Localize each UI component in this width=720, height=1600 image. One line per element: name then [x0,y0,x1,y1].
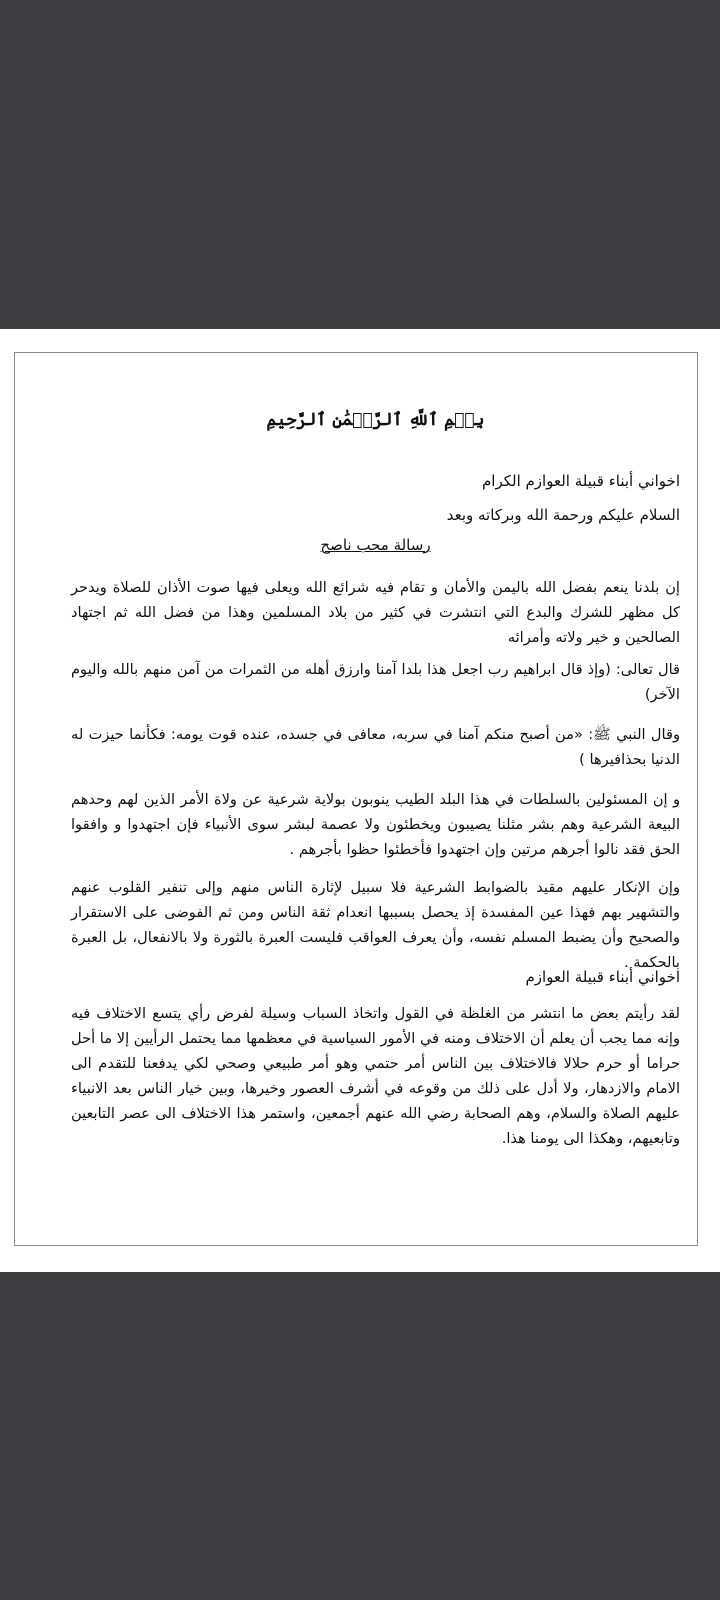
greeting-line-1: اخواني أبناء قبيلة العوازم الكرام [481,472,680,490]
paragraph-5: وإن الإنكار عليهم مقيد بالضوابط الشرعية فلا سبيل لإثارة الناس منهم وإلى تنفير القلوب عنهم والتشهير بهم فهذا عين المفسدة إذ يحصل بسببها انعدام ثقة الناس ومن ثم الفوضى على الاستقرار والصحيح وأن يضبط المسلم نفسه، وأن يعرف العواقب فليست العبرة بالثورة ولا بالانفعال، بل العبرة بالحكمة . [71,879,680,971]
bottom-dark-band [0,1272,720,1600]
paragraph-1: إن بلدنا ينعم بفضل الله باليمن والأمان و تقام فيه شرائع الله ويعلى فيها صوت الأذان للصلاة ويدحر كل مظهر للشرك والبدع التي انتشرت في كثير من بلاد المسلمين وهذا من فضل الله ثم اجتهاد الصالحين و خير ولاته وأمرائه [71,579,680,646]
greeting-line-2: السلام عليكم ورحمة الله وبركاته وبعد [446,506,680,524]
top-dark-band [0,0,720,329]
basmala-heading: بِسۡمِ ٱللَّهِ ٱلرَّحۡمَٰنِ ٱلرَّحِيمِ [266,410,485,430]
paragraph-6: لقد رأيتم بعض ما انتشر من الغلظة في القول واتخاذ السباب وسيلة لفرض رأي يتسع الاختلاف فيه وإنه مما يجب أن يعلم أن الاختلاف ومنه في الأمور السياسية في معظمها مما يحتمل الرأيين إلا ما أحل حراما أو حرم حلالا فالاختلاف بين الناس أمر حتمي وهو أمر طبيعي وصحي لكي يدفعنا للتقدم الى الامام والازدهار، ولا أدل على ذلك من وقوعه في أشرف العصور وخيرها، وبين خيار الناس بعد الانبياء عليهم الصلاة والسلام، وهم الصحابة رضي الله عنهم أجمعين، واستمر هذا الاختلاف الى عصر التابعين وتابعيهم، وهكذا الى يومنا هذا. [71,1005,680,1147]
document-page [14,352,698,1246]
paragraph-4: و إن المسئولين بالسلطات في هذا البلد الطيب ينوبون بولاية شرعية عن ولاة الأمر الذين لهم وحدهم البيعة الشرعية وهم بشر مثلنا يصيبون ويخطئون ولا عصمة لبشر سوى الأنبياء فإن اجتهدوا و وافقوا الحق فقد نالوا أجرهم مرتين وإن اجتهدوا فأخطئوا حظوا بأجرهم . [71,791,680,858]
subject-title: رسالة محب ناصح [320,536,431,554]
document-body [71,353,680,1245]
paragraph-3: وقال النبي ﷺ: «من أصبح منكم آمنا في سربه، معافى في جسده، عنده قوت يومه: فكأنما حيزت له الدنيا بحذافيرها ) [71,726,680,768]
paragraph-2: قال تعالى: (وإذ قال ابراهيم رب اجعل هذا بلدا آمنا وارزق أهله من الثمرات من آمن منهم بالله واليوم الآخر) [71,661,680,703]
section-heading: اخواني أبناء قبيلة العوازم [525,968,680,986]
